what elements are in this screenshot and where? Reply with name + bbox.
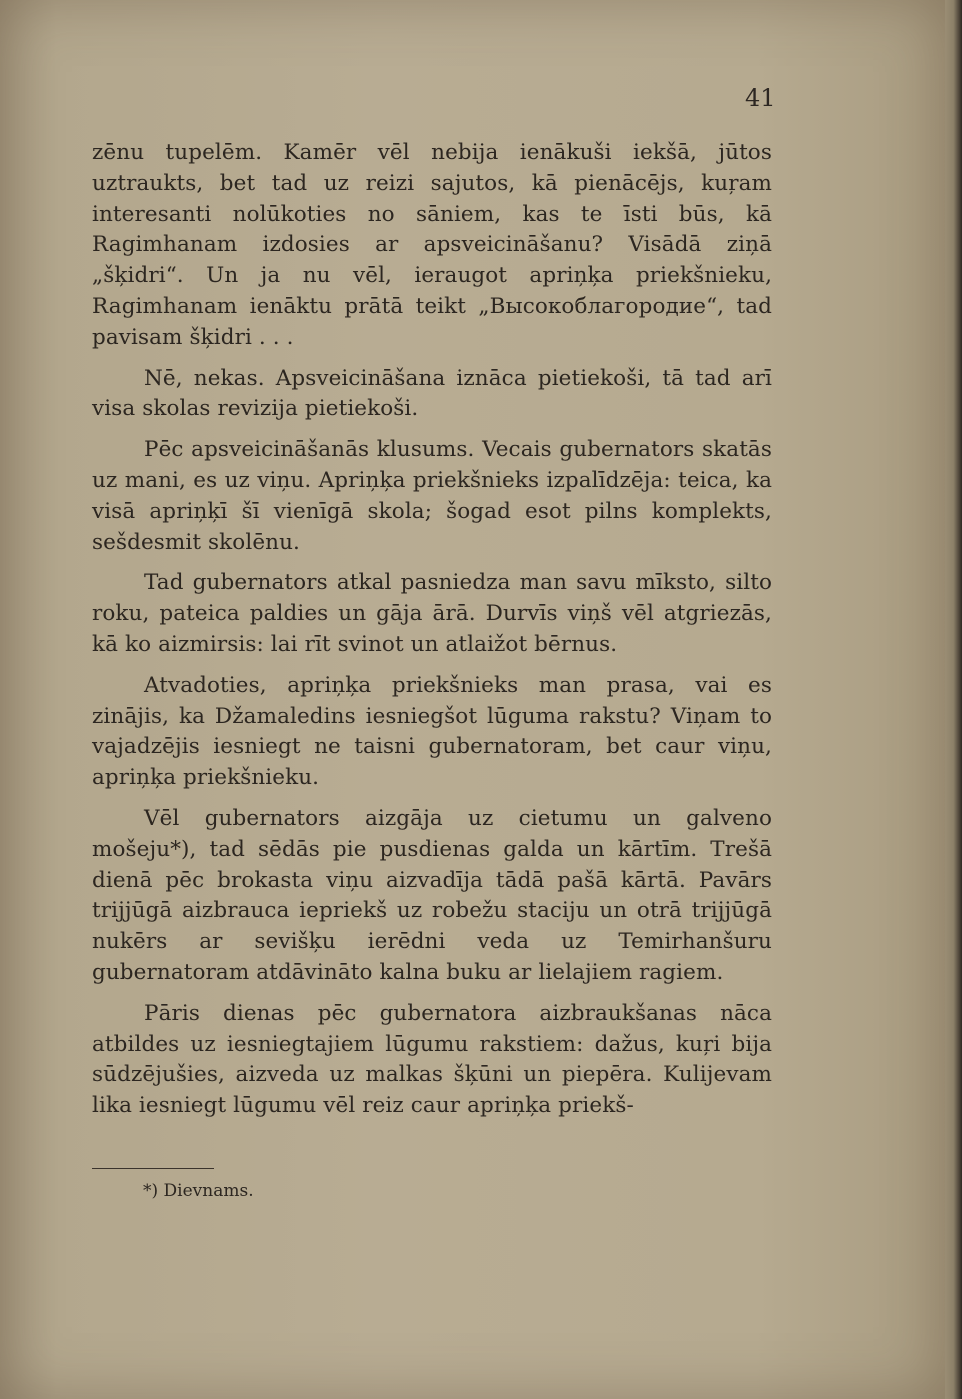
body-text <box>92 138 772 1132</box>
paragraph-1: zēnu tupelēm. Kamēr vēl nebija ienākuši iekšā, jūtos uztraukts, bet tad uz reizi sajutos, kā pienācējs, kuŗam interesanti nolūkoties no sāniem, kas te īsti būs, kā Ragimhanam izdosies ar apsveicināšanu? Visādā ziņā „šķidri“. Un ja nu vēl, ieraugot apriņķa priekšnieku, Ragimhanam ienāktu prātā teikt „Высокоблагородие“, tad pavisam šķidri . . . <box>92 140 772 350</box>
paragraph-4: Tad gubernators atkal pasniedza man savu mīksto, silto roku, pateica paldies un gāja ārā. Durvīs viņš vēl atgriezās, kā ko aizmirsis: lai rīt svinot un atlaižot bērnus. <box>92 570 772 657</box>
page-number: 41 <box>745 84 776 112</box>
footnote-rule <box>92 1168 214 1169</box>
footnote: *) Dievnams. <box>143 1181 254 1201</box>
paragraph-2: Nē, nekas. Apsveicināšana iznāca pietiekoši, tā tad arī visa skolas revizija pietiekoši. <box>92 365 772 422</box>
paragraph-6: Vēl gubernators aizgāja uz cietumu un galveno mošeju*), tad sēdās pie pusdienas galda un kārtīm. Trešā dienā pēc brokasta viņu aizvadīja tādā pašā kārtā. Pavārs trijjūgā aizbrauca iepriekš uz robežu staciju un otrā trijjūgā nukērs ar sevišķu ierēdni veda uz Temirhanšuru gubernatoram atdāvināto kalna buku ar lielajiem ragiem. <box>92 805 772 985</box>
paragraph-5: Atvadoties, apriņķa priekšnieks man prasa, vai es zinājis, ka Džamaledins iesniegšot lūguma rakstu? Viņam to vajadzējis iesniegt ne taisni gubernatoram, bet caur viņu, apriņķa priekšnieku. <box>92 672 772 791</box>
paragraph-7: Pāris dienas pēc gubernatora aizbraukšanas nāca atbildes uz iesniegtajiem lūgumu rakstiem: dažus, kuŗi bija sūdzējušies, aizveda uz malkas šķūni un piepēra. Kulijevam lika iesniegt lūgumu vēl reiz caur apriņķa priekš- <box>92 1000 772 1119</box>
paragraph-3: Pēc apsveicināšanās klusums. Vecais gubernators skatās uz mani, es uz viņu. Apriņķa priekšnieks izpalīdzēja: teica, ka visā apriņķī šī vienīgā skola; šogad esot pilns komplekts, sešdesmit skolēnu. <box>92 437 772 555</box>
page-edge <box>945 0 962 1399</box>
